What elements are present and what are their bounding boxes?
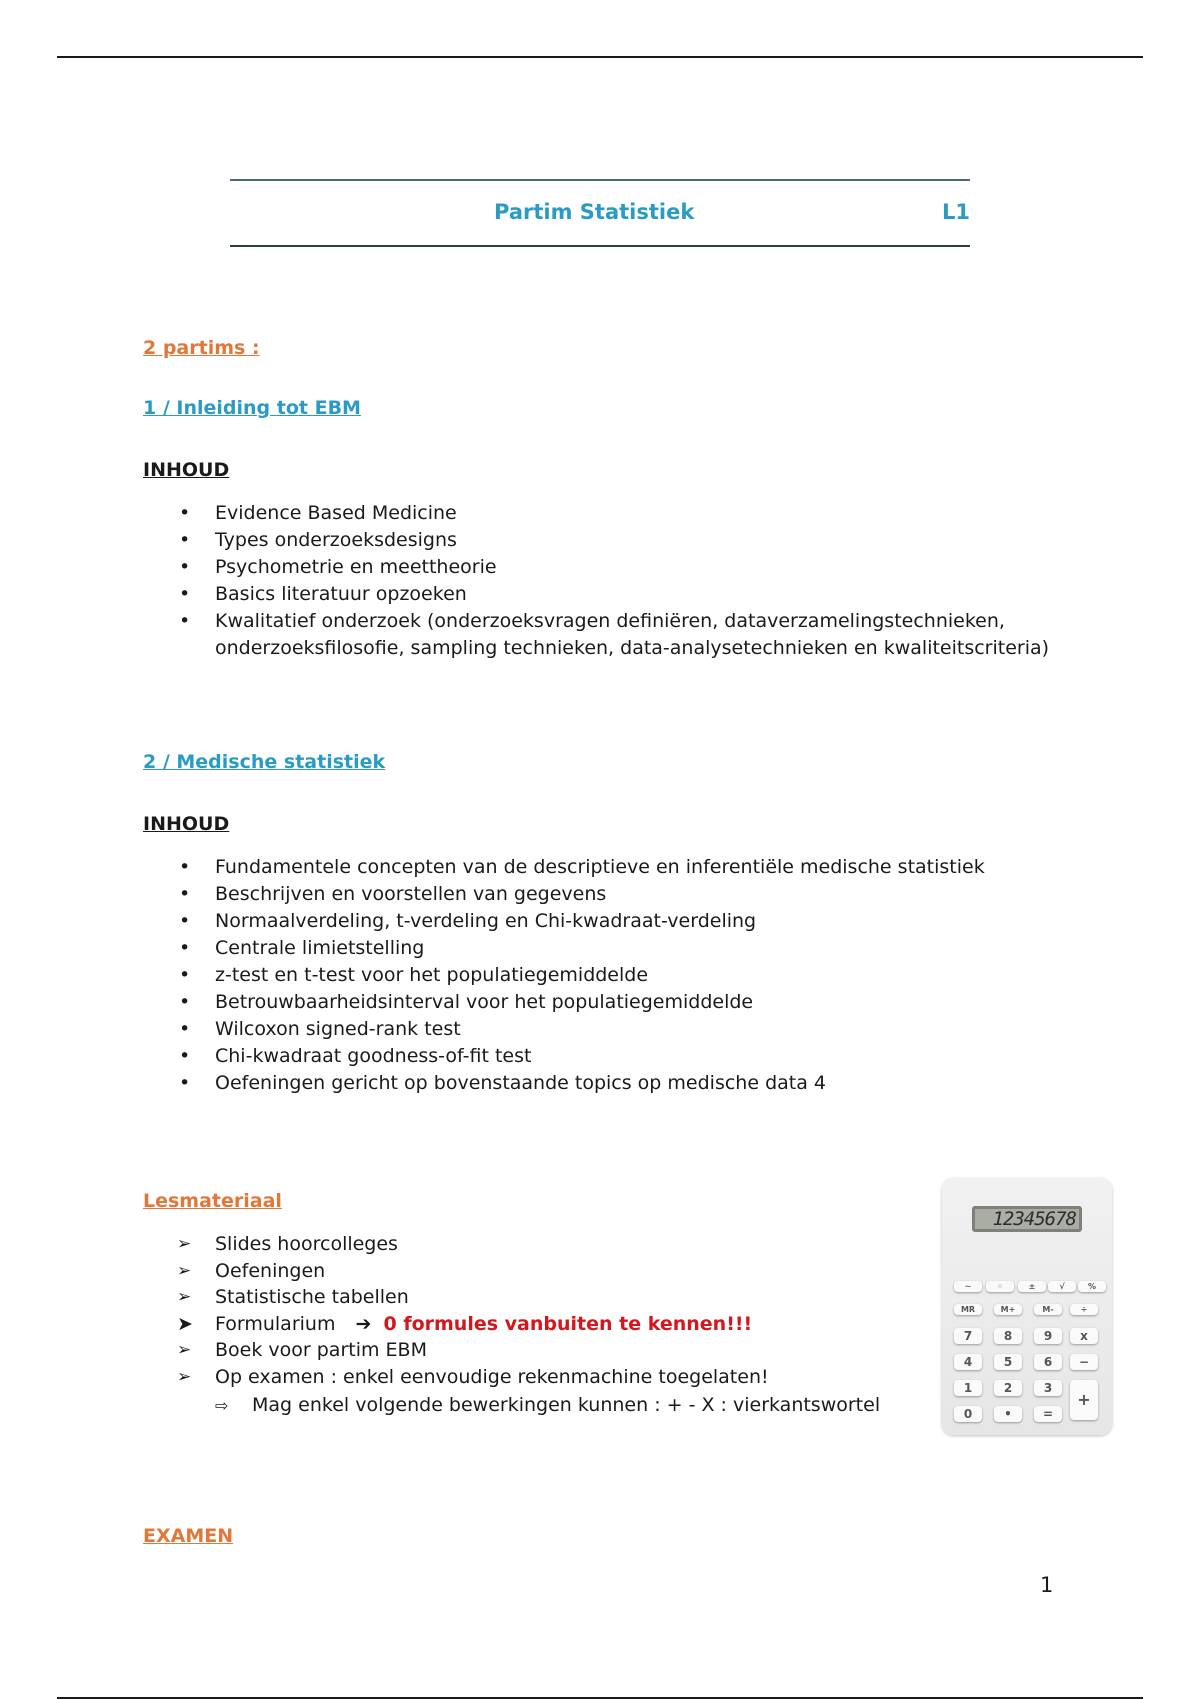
page-number: 1 [1040,1573,1054,1597]
arrow-bullet-icon: ➢ [177,1340,192,1360]
list-item: • Fundamentele concepten van de descriptieve en inferentiële medische statistiek [175,854,1075,881]
calculator-key: • [994,1406,1022,1422]
calculator-key: 7 [954,1328,982,1344]
calculator-key: 0 [954,1406,982,1422]
calculator-key: ± [1018,1281,1046,1292]
calculator-key: % [1078,1281,1106,1292]
list-item: • Basics literatuur opzoeken [175,581,1075,608]
calculator-key: 8 [994,1328,1022,1344]
calculator-operations-note [215,1394,880,1416]
arrow-bullet-icon: ➤ [177,1312,193,1335]
calculator-image [942,1178,1112,1435]
list-item-label: Oefeningen [215,1259,326,1282]
calculator-key: + [1070,1380,1098,1420]
list-item-label: Statistische tabellen [215,1286,409,1308]
list-item-label: Formularium [215,1312,336,1335]
partim2-list [175,854,1075,1097]
lesmateriaal-list [175,1231,975,1390]
arrow-bullet-icon: ➢ [177,1234,192,1254]
calculator-key: x [1070,1328,1098,1344]
list-item: • Evidence Based Medicine [175,500,1075,527]
formularium-note: 0 formules vanbuiten te kennen!!! [383,1312,753,1335]
list-item: • Normaalverdeling, t-verdeling en Chi-kwadraat-verdeling [175,908,1075,935]
list-item: • Beschrijven en voorstellen van gegevens [175,881,1075,908]
list-item: • Types onderzoeksdesigns [175,527,1075,554]
arrow-bullet-icon: ➢ [177,1260,192,1281]
partim2-content-heading: INHOUD [143,813,230,835]
list-item: • Centrale limietstelling [175,935,1075,962]
lesson-code: L1 [942,200,970,224]
list-item: • z-test en t-test voor het populatiegemiddelde [175,962,1075,989]
list-item-label: Slides hoorcolleges [215,1233,398,1255]
calculator-key: 2 [994,1380,1022,1396]
list-item: • Kwalitatief onderzoek (onderzoeksvragen definiëren, dataverzamelingstechnieken, onderzoeksfilosofie, sampling technieken, data-analysetechnieken en kwaliteitscriteria) [175,608,1075,662]
partim2-heading: 2 / Medische statistiek [143,751,386,773]
calculator-key: 9 [1034,1328,1062,1344]
calculator-key: ◦ [986,1281,1014,1292]
calculator-key: ~ [954,1281,982,1292]
list-item [175,1311,975,1338]
partims-heading: 2 partims : [143,337,260,359]
list-item [175,1337,975,1364]
right-arrow-icon: ➔ [355,1312,372,1335]
lesmateriaal-heading: Lesmateriaal [143,1190,282,1212]
page-title: Partim Statistiek [494,200,695,224]
calculator-key: MR [954,1304,982,1315]
calculator-key: − [1070,1354,1098,1370]
list-item: • Psychometrie en meettheorie [175,554,1075,581]
calculator-key: 4 [954,1354,982,1370]
partim1-list [175,500,1075,662]
sub-item-label: Mag enkel volgende bewerkingen kunnen : + - X : vierkantswortel [252,1394,881,1416]
calculator-key: √ [1048,1281,1076,1292]
calculator-display: 12345678 [972,1206,1082,1232]
calculator-key: 1 [954,1380,982,1396]
title-block [230,179,970,247]
list-item-label: Boek voor partim EBM [215,1339,427,1361]
calculator-key: = [1034,1406,1062,1422]
list-item: • Oefeningen gericht op bovenstaande topics op medische data 4 [175,1070,1075,1097]
examen-heading: EXAMEN [143,1525,234,1547]
arrow-bullet-icon: ➢ [177,1366,192,1387]
page-bottom-rule [57,1697,1143,1699]
list-item [175,1364,975,1391]
list-item: • Chi-kwadraat goodness-of-fit test [175,1043,1075,1070]
list-item-label: Op examen : enkel eenvoudige rekenmachine toegelaten! [215,1365,769,1388]
calculator-key: M- [1034,1304,1062,1315]
calculator-key: M+ [994,1304,1022,1315]
partim1-content-heading: INHOUD [143,459,230,481]
list-item: • Betrouwbaarheidsinterval voor het populatiegemiddelde [175,989,1075,1016]
list-item [175,1231,975,1258]
partim1-heading: 1 / Inleiding tot EBM [143,397,361,419]
page-top-rule [57,56,1143,58]
calculator-key: 6 [1034,1354,1062,1370]
list-item [175,1258,975,1285]
calculator-key: 3 [1034,1380,1062,1396]
outline-arrow-icon: ⇨ [215,1396,229,1415]
list-item [175,1284,975,1311]
calculator-key: ÷ [1070,1304,1098,1315]
arrow-bullet-icon: ➢ [177,1287,192,1307]
list-item: • Wilcoxon signed-rank test [175,1016,1075,1043]
calculator-key: 5 [994,1354,1022,1370]
